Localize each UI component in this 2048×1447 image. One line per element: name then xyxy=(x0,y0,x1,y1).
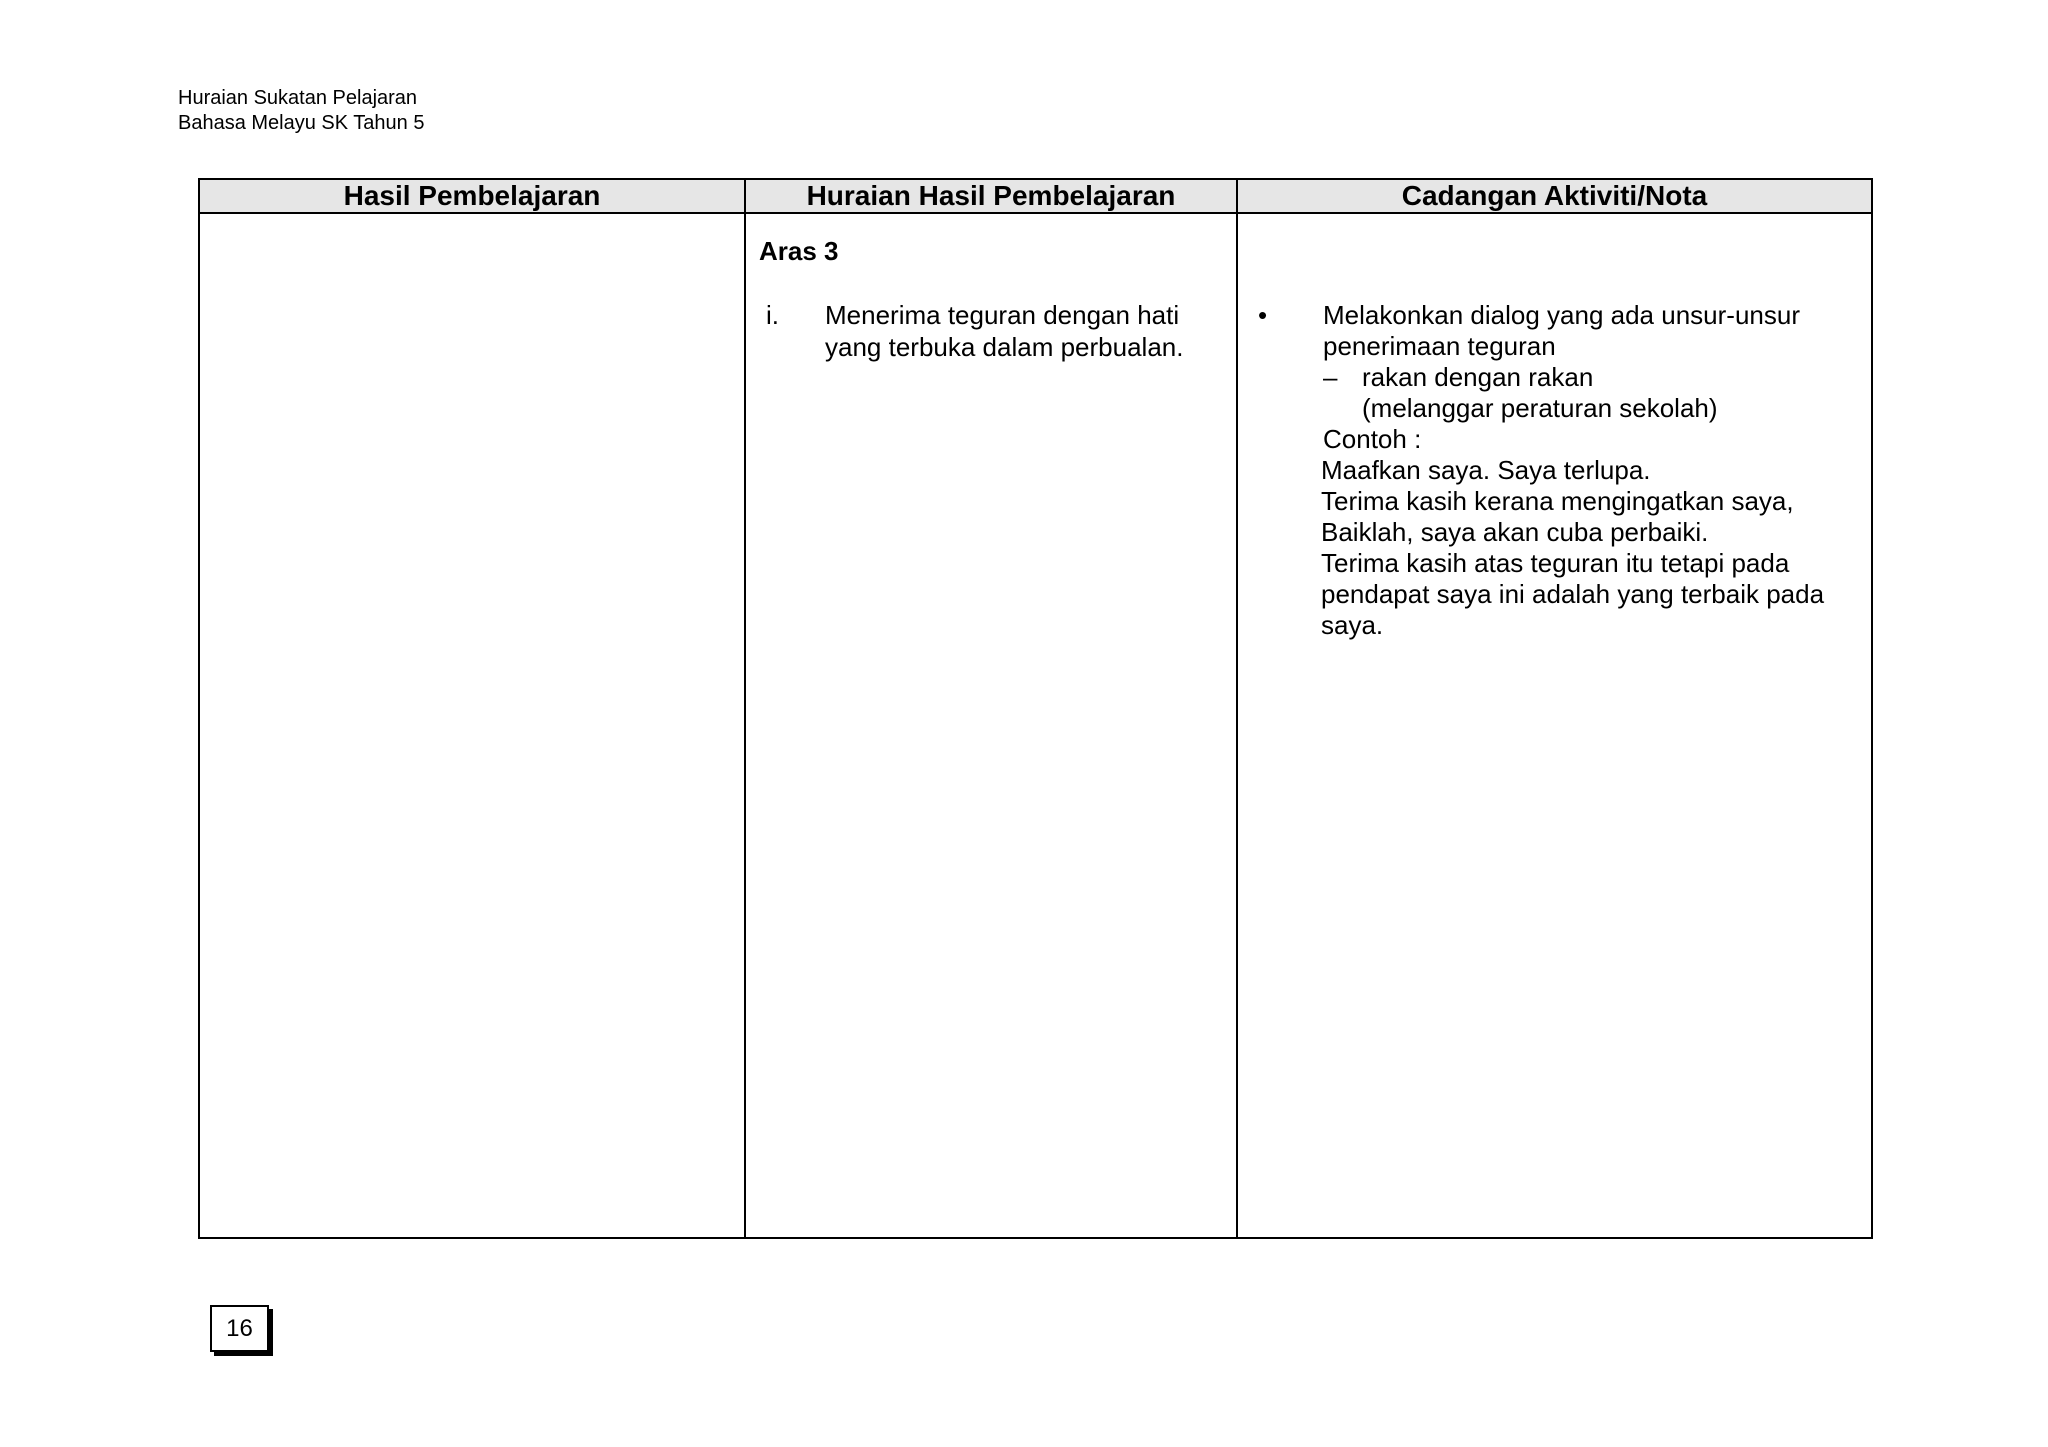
column-header-hasil: Hasil Pembelajaran xyxy=(199,179,745,213)
table-header-row xyxy=(199,179,1872,213)
curriculum-table xyxy=(198,178,1873,1239)
bullet-icon: • xyxy=(1258,300,1268,330)
document-header xyxy=(178,86,424,136)
header-line-2: Bahasa Melayu SK Tahun 5 xyxy=(178,112,425,134)
bullet-item xyxy=(1258,300,1858,362)
cell-huraian xyxy=(745,213,1237,1238)
example-line: Maafkan saya. Saya terlupa. xyxy=(1321,455,1651,485)
example-line: Terima kasih atas teguran itu tetapi pada pendapat saya ini adalah yang terbaik pada saya. xyxy=(1321,548,1825,640)
dash-icon: – xyxy=(1323,362,1338,392)
page-number: 16 xyxy=(210,1305,269,1352)
dash-text: rakan dengan rakan xyxy=(1362,362,1594,392)
bullet-text: Melakonkan dialog yang ada unsur-unsur penerimaan teguran xyxy=(1323,300,1800,361)
column-header-cadangan: Cadangan Aktiviti/Nota xyxy=(1237,179,1872,213)
example-label: Contoh : xyxy=(1323,424,1422,454)
table-row xyxy=(199,213,1872,1238)
activity-notes xyxy=(1258,300,1858,641)
dash-subtext: (melanggar peraturan sekolah) xyxy=(1362,393,1718,423)
item-text: Menerima teguran dengan hati yang terbuka dalam perbualan. xyxy=(825,300,1184,362)
cell-cadangan xyxy=(1237,213,1872,1238)
dash-item xyxy=(1323,362,1858,393)
cell-hasil xyxy=(199,213,745,1238)
header-line-1: Huraian Sukatan Pelajaran xyxy=(178,87,418,109)
column-header-huraian: Huraian Hasil Pembelajaran xyxy=(745,179,1237,213)
level-title: Aras 3 xyxy=(759,236,839,266)
item-number: i. xyxy=(766,300,779,330)
example-line: Terima kasih kerana mengingatkan saya, Baiklah, saya akan cuba perbaiki. xyxy=(1321,486,1794,547)
